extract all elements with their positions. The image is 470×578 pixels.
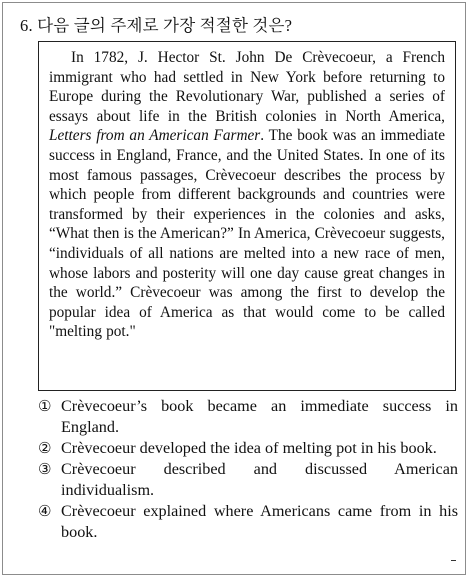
passage-text (49, 48, 445, 342)
choice-2[interactable] (38, 438, 458, 459)
passage-text-before-title: In 1782, J. Hector St. John De Crèvecoeur, a French immigrant who had settled in New York before returning to Europe during the Revolutionary War, published a series of essays about life in the British colonies in North America, (49, 49, 445, 125)
question-prompt: 다음 글의 주제로 가장 적절한 것은? (37, 16, 293, 35)
choice-number-4: ④ (38, 502, 52, 521)
choice-number-2: ② (38, 439, 52, 458)
question-header (20, 12, 292, 36)
choice-text-2: Crèvecoeur developed the idea of melting pot in his book. (61, 439, 437, 458)
choice-3[interactable] (38, 459, 458, 501)
passage-box (38, 41, 456, 391)
choice-text-4: Crèvecoeur explained where Americans came from in his book. (61, 502, 458, 542)
page-dash-mark (451, 560, 456, 561)
answer-choices (38, 396, 458, 544)
choice-4[interactable] (38, 501, 458, 543)
choice-text-1: Crèvecoeur’s book became an immediate success in England. (61, 397, 458, 436)
book-title: Letters from an American Farmer (49, 127, 261, 145)
passage-text-after-title: . The book was an immediate success in England, France, and the United States. In one of its most famous passages, Crèvecoeur describes the process by which people from different backgrounds and countries were transformed by their experiences in the colonies and asks, “What then is the American?” In America, Crèvecoeur suggests, “individuals of all nations are melted into a new race of men, whose labors and posterity will one day cause great changes in the world.” Crèvecoeur was among the first to develop the popular idea of America as that would come to be called "melting pot." (49, 127, 445, 341)
choice-number-3: ③ (38, 460, 52, 479)
choice-1[interactable] (38, 396, 458, 438)
question-number: 6. (20, 16, 33, 35)
choice-number-1: ① (38, 397, 52, 415)
choice-text-3: Crèvecoeur described and discussed American individualism. (61, 460, 458, 500)
